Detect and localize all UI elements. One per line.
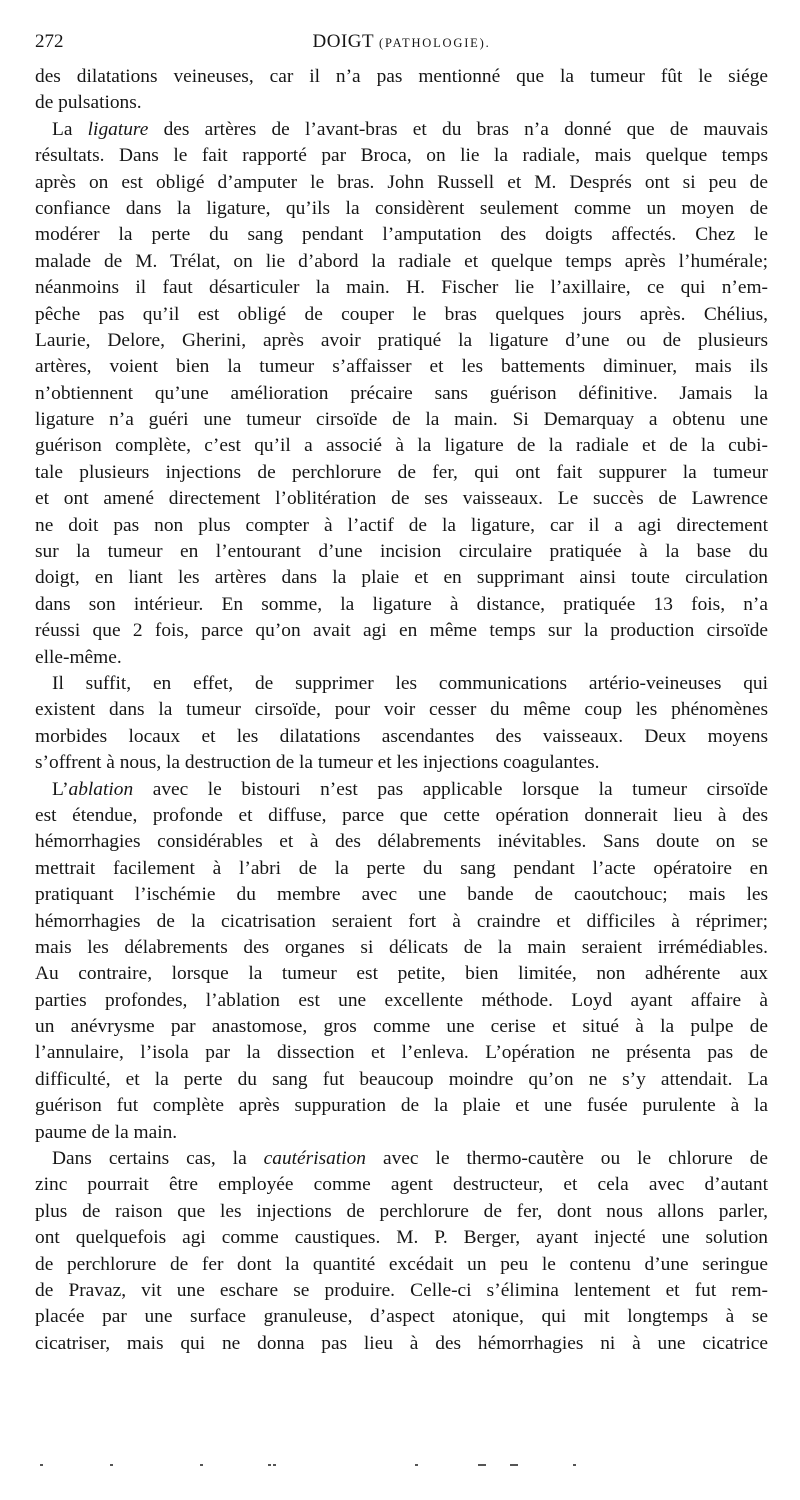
text-segment: néanmoins il faut désarticuler la main. H. Fischer lie l’axillaire, ce qui n’em- bbox=[35, 277, 768, 299]
text-segment: doigt, en liant les artères dans la plaie et en supprimant ainsi toute circulation bbox=[35, 567, 768, 589]
page-number: 272 bbox=[35, 31, 64, 52]
text-segment: de Pravaz, vit une eschare se produire. Celle-ci s’élimina lentement et fut rem- bbox=[35, 1279, 768, 1301]
text-segment: ont quelquefois agi comme caustiques. M. P. Berger, ayant injecté une solution bbox=[35, 1227, 768, 1249]
text-segment: de pulsations. bbox=[35, 92, 142, 114]
running-title bbox=[35, 31, 768, 53]
text-segment: guérison fut complète après suppuration de la plaie et une fusée purulente à la bbox=[35, 1095, 768, 1117]
text-segment: s’offrent à nous, la destruction de la tumeur et les injections coagulantes. bbox=[35, 752, 600, 774]
text-segment: pêche pas qu’il est obligé de couper le bras quelques jours après. Chélius, bbox=[35, 303, 768, 325]
text-segment: des dilatations veineuses, car il n’a pas mentionné que la tumeur fût le siége bbox=[35, 66, 768, 87]
text-line bbox=[35, 302, 768, 328]
text-line bbox=[35, 539, 768, 565]
text-segment: Laurie, Delore, Gherini, après avoir pratiqué la ligature d’une ou de plusieurs bbox=[35, 329, 768, 351]
text-line bbox=[35, 803, 768, 829]
text-line bbox=[35, 407, 768, 433]
text-segment: cicatriser, mais qui ne donna pas lieu à des hémorrhagies ni à une cicatrice bbox=[35, 1332, 768, 1354]
text-segment: avec le thermo-cautère ou le chlorure de bbox=[366, 1148, 769, 1170]
text-segment: pratiquant l’ischémie du membre avec une bande de caoutchouc; mais les bbox=[35, 884, 768, 906]
text-line bbox=[35, 170, 768, 196]
text-segment: existent dans la tumeur cirsoïde, pour voir cesser du même coup les phénomènes bbox=[35, 699, 768, 721]
text-segment: artères, voient bien la tumeur s’affaisser et les battements diminuer, mais ils bbox=[35, 356, 768, 378]
italic-term: ablation bbox=[68, 778, 134, 800]
text-line bbox=[35, 592, 768, 618]
text-line bbox=[35, 724, 768, 750]
text-segment: mais les délabrements des organes si délicats de la main seraient irrémédiables. bbox=[35, 936, 768, 958]
text-line bbox=[35, 90, 768, 116]
text-line bbox=[35, 1146, 768, 1172]
text-line bbox=[35, 645, 768, 671]
running-header bbox=[35, 26, 768, 56]
footer-specks bbox=[40, 1458, 580, 1478]
text-line bbox=[35, 486, 768, 512]
text-line bbox=[35, 1331, 768, 1357]
text-segment: résultats. Dans le fait rapporté par Broca, on lie la radiale, mais quelque temps bbox=[35, 145, 768, 167]
text-line bbox=[35, 143, 768, 169]
text-segment: et ont amené directement l’oblitération de ses vaisseaux. Le succès de Lawrence bbox=[35, 488, 768, 510]
text-line bbox=[35, 1067, 768, 1093]
text-segment: des artères de l’avant-bras et du bras n’a donné que de mauvais bbox=[148, 118, 768, 140]
text-line bbox=[35, 328, 768, 354]
text-segment: tale plusieurs injections de perchlorure de fer, qui ont fait suppurer la tumeur bbox=[35, 461, 768, 483]
text-line bbox=[35, 1040, 768, 1066]
text-segment: hémorrhagies considérables et à des délabrements inévitables. Sans doute on se bbox=[35, 831, 768, 853]
text-line bbox=[35, 1252, 768, 1278]
text-line bbox=[35, 354, 768, 380]
text-segment: zinc pourrait être employée comme agent destructeur, et cela avec d’autant bbox=[35, 1174, 768, 1196]
text-segment: l’annulaire, l’isola par la dissection et l’enleva. L’opération ne présenta pas de bbox=[35, 1042, 768, 1064]
text-line bbox=[35, 697, 768, 723]
text-line bbox=[35, 750, 768, 776]
text-line bbox=[35, 460, 768, 486]
text-line bbox=[35, 935, 768, 961]
text-segment: Dans certains cas, la bbox=[52, 1148, 264, 1170]
text-segment: guérison complète, c’est qu’il a associé à la ligature de la radiale et de la cubi- bbox=[35, 435, 768, 457]
text-segment: de perchlorure de fer dont la quantité excédait un peu le contenu d’une seringue bbox=[35, 1253, 768, 1275]
text-segment: difficulté, et la perte du sang fut beaucoup moindre qu’on ne s’y attendait. La bbox=[35, 1068, 768, 1090]
text-line bbox=[35, 988, 768, 1014]
text-line bbox=[35, 1278, 768, 1304]
text-segment: sur la tumeur en l’entourant d’une incision circulaire pratiquée à la base du bbox=[35, 541, 768, 563]
text-segment: après on est obligé d’amputer le bras. John Russell et M. Després ont si peu de bbox=[35, 171, 768, 193]
text-line bbox=[35, 856, 768, 882]
text-segment: n’obtiennent qu’une amélioration précaire sans guérison définitive. Jamais la bbox=[35, 382, 768, 404]
italic-term: ligature bbox=[87, 118, 149, 140]
text-segment: dans son intérieur. En somme, la ligature à distance, pratiquée 13 fois, n’a bbox=[35, 593, 768, 615]
text-line bbox=[35, 249, 768, 275]
text-line bbox=[35, 1172, 768, 1198]
text-segment: elle-même. bbox=[35, 646, 122, 668]
text-segment: ne doit pas non plus compter à l’actif de la ligature, car il a agi directement bbox=[35, 514, 768, 536]
body-text bbox=[35, 64, 768, 1357]
text-line bbox=[35, 381, 768, 407]
running-title-main: DOIGT bbox=[312, 31, 374, 52]
text-line bbox=[35, 196, 768, 222]
text-segment: confiance dans la ligature, qu’ils la considèrent seulement comme un moyen de bbox=[35, 197, 768, 219]
text-segment: mettrait facilement à l’abri de la perte du sang pendant l’acte opératoire en bbox=[35, 857, 768, 879]
text-line bbox=[35, 777, 768, 803]
text-line bbox=[35, 275, 768, 301]
document-page bbox=[35, 26, 768, 1357]
text-line bbox=[35, 1225, 768, 1251]
text-segment: ligature n’a guéri une tumeur cirsoïde de la main. Si Demarquay a obtenu une bbox=[35, 409, 768, 431]
text-line bbox=[35, 1304, 768, 1330]
text-line bbox=[35, 1014, 768, 1040]
text-line bbox=[35, 1093, 768, 1119]
text-segment: placée par une surface granuleuse, d’aspect atonique, qui mit longtemps à se bbox=[35, 1306, 768, 1328]
text-segment: plus de raison que les injections de perchlorure de fer, dont nous allons parler, bbox=[35, 1200, 768, 1222]
text-line bbox=[35, 882, 768, 908]
text-line bbox=[35, 671, 768, 697]
text-line bbox=[35, 433, 768, 459]
text-line bbox=[35, 565, 768, 591]
text-segment: paume de la main. bbox=[35, 1121, 178, 1143]
text-line bbox=[35, 829, 768, 855]
text-line bbox=[35, 1120, 768, 1146]
running-title-subtitle: (PATHOLOGIE). bbox=[379, 36, 491, 50]
text-segment: malade de M. Trélat, on lie d’abord la radiale et quelque temps après l’humérale; bbox=[35, 250, 768, 272]
text-segment: L’ bbox=[52, 778, 69, 800]
text-line bbox=[35, 222, 768, 248]
text-line bbox=[35, 513, 768, 539]
text-line bbox=[35, 1199, 768, 1225]
text-segment: morbides locaux et les dilatations ascendantes des vaisseaux. Deux moyens bbox=[35, 725, 768, 747]
italic-term: cautérisation bbox=[263, 1148, 367, 1170]
text-line bbox=[35, 961, 768, 987]
text-line bbox=[35, 64, 768, 90]
text-segment: est étendue, profonde et diffuse, parce que cette opération donnerait lieu à des bbox=[35, 804, 768, 826]
text-line bbox=[35, 909, 768, 935]
text-segment: réussi que 2 fois, parce qu’on avait agi en même temps sur la production cirsoïde bbox=[35, 620, 768, 642]
text-segment: avec le bistouri n’est pas applicable lorsque la tumeur cirsoïde bbox=[133, 778, 768, 800]
text-segment: un anévrysme par anastomose, gros comme une cerise et situé à la pulpe de bbox=[35, 1016, 768, 1038]
text-segment: La bbox=[52, 118, 88, 140]
text-segment: parties profondes, l’ablation est une excellente méthode. Loyd ayant affaire à bbox=[35, 989, 768, 1011]
text-segment: modérer la perte du sang pendant l’amputation des doigts affectés. Chez le bbox=[35, 224, 768, 246]
text-line bbox=[35, 618, 768, 644]
text-segment: Il suffit, en effet, de supprimer les communications artério-veineuses qui bbox=[52, 672, 768, 694]
text-line bbox=[35, 117, 768, 143]
text-segment: Au contraire, lorsque la tumeur est petite, bien limitée, non adhérente aux bbox=[35, 963, 768, 985]
text-segment: hémorrhagies de la cicatrisation seraient fort à craindre et difficiles à réprimer; bbox=[35, 910, 768, 932]
